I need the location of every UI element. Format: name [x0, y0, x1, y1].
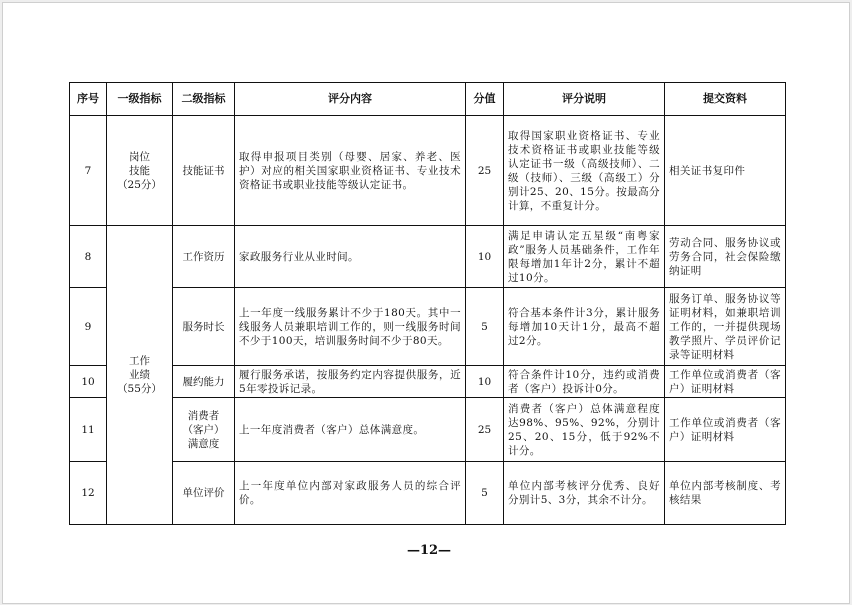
- row-desc: 消费者（客户）总体满意程度达98%、95%、92%，分别计25、20、15分，低于92%不计分。: [504, 398, 665, 462]
- header-level2: 二级指标: [173, 83, 235, 116]
- row-desc: 符合基本条件计3分，累计服务每增加10天计1分，最高不超过2分。: [504, 288, 665, 366]
- row-seq: 12: [70, 462, 107, 525]
- row-content: 取得申报项目类别（母婴、居家、养老、医护）对应的相关国家职业资格证书、专业技术资格证书或职业技能等级认定证书。: [235, 116, 466, 226]
- row-seq: 7: [70, 116, 107, 226]
- row-docs: 劳动合同、服务协议或劳务合同，社会保险缴纳证明: [665, 226, 786, 288]
- row-level2: 服务时长: [173, 288, 235, 366]
- row-score: 10: [466, 226, 504, 288]
- row-level2: 技能证书: [173, 116, 235, 226]
- header-docs: 提交资料: [665, 83, 786, 116]
- row-level2: 履约能力: [173, 366, 235, 398]
- row-desc: 单位内部考核评分优秀、良好分别计5、3分，其余不计分。: [504, 462, 665, 525]
- header-desc: 评分说明: [504, 83, 665, 116]
- row-content: 上一年度单位内部对家政服务人员的综合评价。: [235, 462, 466, 525]
- group-work: 工作 业绩 （55分）: [107, 226, 173, 525]
- row-docs: 服务订单、服务协议等证明材料，如兼职培训工作的，一并提供现场教学照片、学员评价记录等证明材料: [665, 288, 786, 366]
- row-score: 5: [466, 288, 504, 366]
- table-header-row: [70, 83, 786, 116]
- row-desc: 满足申请认定五星级“南粤家政”服务人员基础条件，工作年限每增加1年计2分，累计不超过10分。: [504, 226, 665, 288]
- table-row: [70, 398, 786, 462]
- row-score: 25: [466, 116, 504, 226]
- table-row: [70, 288, 786, 366]
- document-page: [2, 2, 850, 604]
- row-content: 上一年度一线服务累计不少于180天。其中一线服务人员兼职培训工作的，则一线服务时间不少于100天，培训服务时间不少于80天。: [235, 288, 466, 366]
- page-number: —12—: [406, 543, 452, 558]
- row-level2: 单位评价: [173, 462, 235, 525]
- row-level2: 工作资历: [173, 226, 235, 288]
- row-level2: 消费者 （客户） 满意度: [173, 398, 235, 462]
- row-score: 10: [466, 366, 504, 398]
- row-docs: 单位内部考核制度、考核结果: [665, 462, 786, 525]
- header-score: 分值: [466, 83, 504, 116]
- row-docs: 相关证书复印件: [665, 116, 786, 226]
- table-row: [70, 462, 786, 525]
- row-score: 5: [466, 462, 504, 525]
- header-seq: 序号: [70, 83, 107, 116]
- row-desc: 取得国家职业资格证书、专业技术资格证书或职业技能等级认定证书一级（高级技师）、二级（技师）、三级（高级工）分别计25、20、15分。按最高分计算，不重复计分。: [504, 116, 665, 226]
- row-seq: 10: [70, 366, 107, 398]
- table-row: [70, 116, 786, 226]
- header-content: 评分内容: [235, 83, 466, 116]
- group-skill: 岗位 技能 （25分）: [107, 116, 173, 226]
- header-level1: 一级指标: [107, 83, 173, 116]
- row-docs: 工作单位或消费者（客户）证明材料: [665, 366, 786, 398]
- row-content: 家政服务行业从业时间。: [235, 226, 466, 288]
- row-seq: 8: [70, 226, 107, 288]
- table-row: [70, 366, 786, 398]
- row-seq: 9: [70, 288, 107, 366]
- row-content: 上一年度消费者（客户）总体满意度。: [235, 398, 466, 462]
- row-score: 25: [466, 398, 504, 462]
- table-row: [70, 226, 786, 288]
- row-content: 履行服务承诺，按服务约定内容提供服务，近5年零投诉记录。: [235, 366, 466, 398]
- scoring-table: [69, 82, 786, 525]
- row-desc: 符合条件计10分，违约或消费者（客户）投诉计0分。: [504, 366, 665, 398]
- row-docs: 工作单位或消费者（客户）证明材料: [665, 398, 786, 462]
- row-seq: 11: [70, 398, 107, 462]
